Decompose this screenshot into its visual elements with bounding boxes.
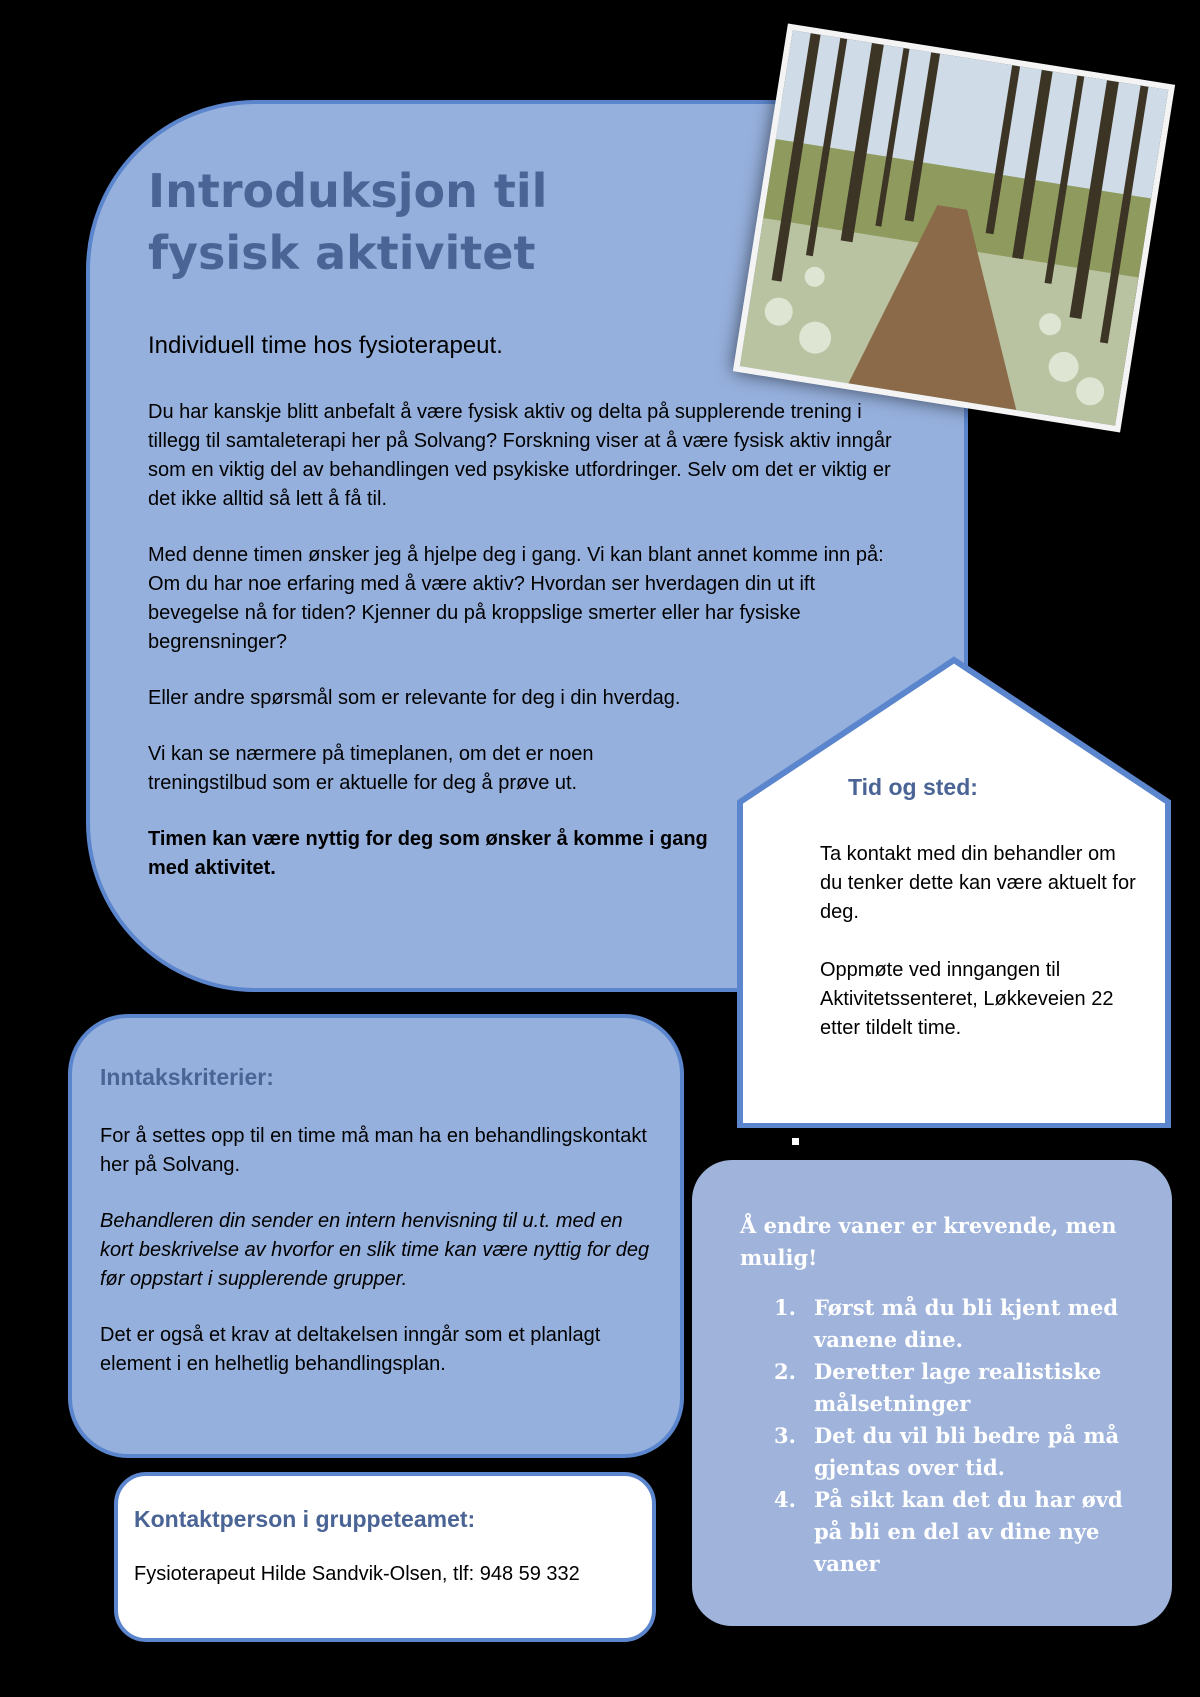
list-item [774,1484,1144,1580]
intro-paragraph: Du har kanskje blitt anbefalt å være fysisk aktiv og delta på supplerende trening i tillegg til samtaleterapi her på Solvang? Forskning viser at å være fysisk aktiv inngår som en viktig del av behandlingen ved psykiske utfordringer. Selv om det er viktig er det ikke alltid så lett å få til. [148,401,892,510]
criteria-text [100,1122,660,1406]
page-subtitle: Individuell time hos fysioterapeut. [148,332,503,359]
page-title: Introduksjon til fysisk aktivitet [148,164,548,280]
list-number: 1. [774,1295,796,1320]
time-place-title: Tid og sted: [848,774,978,800]
list-number: 3. [774,1423,796,1448]
forest-path-photo [733,24,1175,433]
time-place-text [820,840,1140,1072]
intro-emphasis: Timen kan være nyttig for deg som ønsker å komme i gang med aktivitet. [148,828,708,879]
list-text: Det du vil bli bedre på må gjentas over tid. [814,1423,1120,1480]
habits-title: Å endre vaner er krevende, men mulig! [740,1213,1117,1270]
intro-paragraph: Vi kan se nærmere på timeplanen, om det er noen treningstilbud som er aktuelle for deg å prøve ut. [148,743,594,794]
intro-paragraph: Eller andre spørsmål som er relevante for deg i din hverdag. [148,687,681,709]
list-item [774,1420,1144,1484]
criteria-paragraph: For å settes opp til en time må man ha en behandlingskontakt her på Solvang. [100,1125,647,1176]
list-item [774,1292,1144,1356]
criteria-paragraph: Behandleren din sender en intern henvisning til u.t. med en kort beskrivelse av hvorfor en slik time kan være nyttig for deg før oppstart i supplerende grupper. [100,1210,650,1290]
contact-title: Kontaktperson i gruppeteamet: [134,1506,476,1532]
list-text: Først må du bli kjent med vanene dine. [814,1295,1119,1352]
time-place-paragraph: Oppmøte ved inngangen til Aktivitetssenteret, Løkkeveien 22 etter tildelt time. [820,959,1114,1039]
criteria-paragraph: Det er også et krav at deltakelsen inngår som et planlagt element i en helhetlig behandlingsplan. [100,1324,601,1375]
time-place-box [736,656,1172,1128]
list-number: 4. [774,1487,796,1512]
contact-panel [114,1472,656,1642]
criteria-title: Inntakskriterier: [100,1064,274,1090]
list-number: 2. [774,1359,796,1384]
habits-list [774,1292,1144,1580]
decorative-dot [792,1138,799,1145]
intro-paragraph: Med denne timen ønsker jeg å hjelpe deg i gang. Vi kan blant annet komme inn på: Om du har noe erfaring med å være aktiv? Hvordan ser hverdagen din ut ift bevegelse nå for tiden? Kjenner du på kroppslige smerter eller har fysiske begrensninger? [148,544,884,653]
contact-details: Fysioterapeut Hilde Sandvik-Olsen, tlf: 948 59 332 [134,1563,580,1585]
list-text: På sikt kan det du har øvd på bli en del av dine nye vaner [814,1487,1123,1576]
time-place-paragraph: Ta kontakt med din behandler om du tenker dette kan være aktuelt for deg. [820,843,1136,923]
list-item [774,1356,1144,1420]
list-text: Deretter lage realistiske målsetninger [814,1359,1102,1416]
